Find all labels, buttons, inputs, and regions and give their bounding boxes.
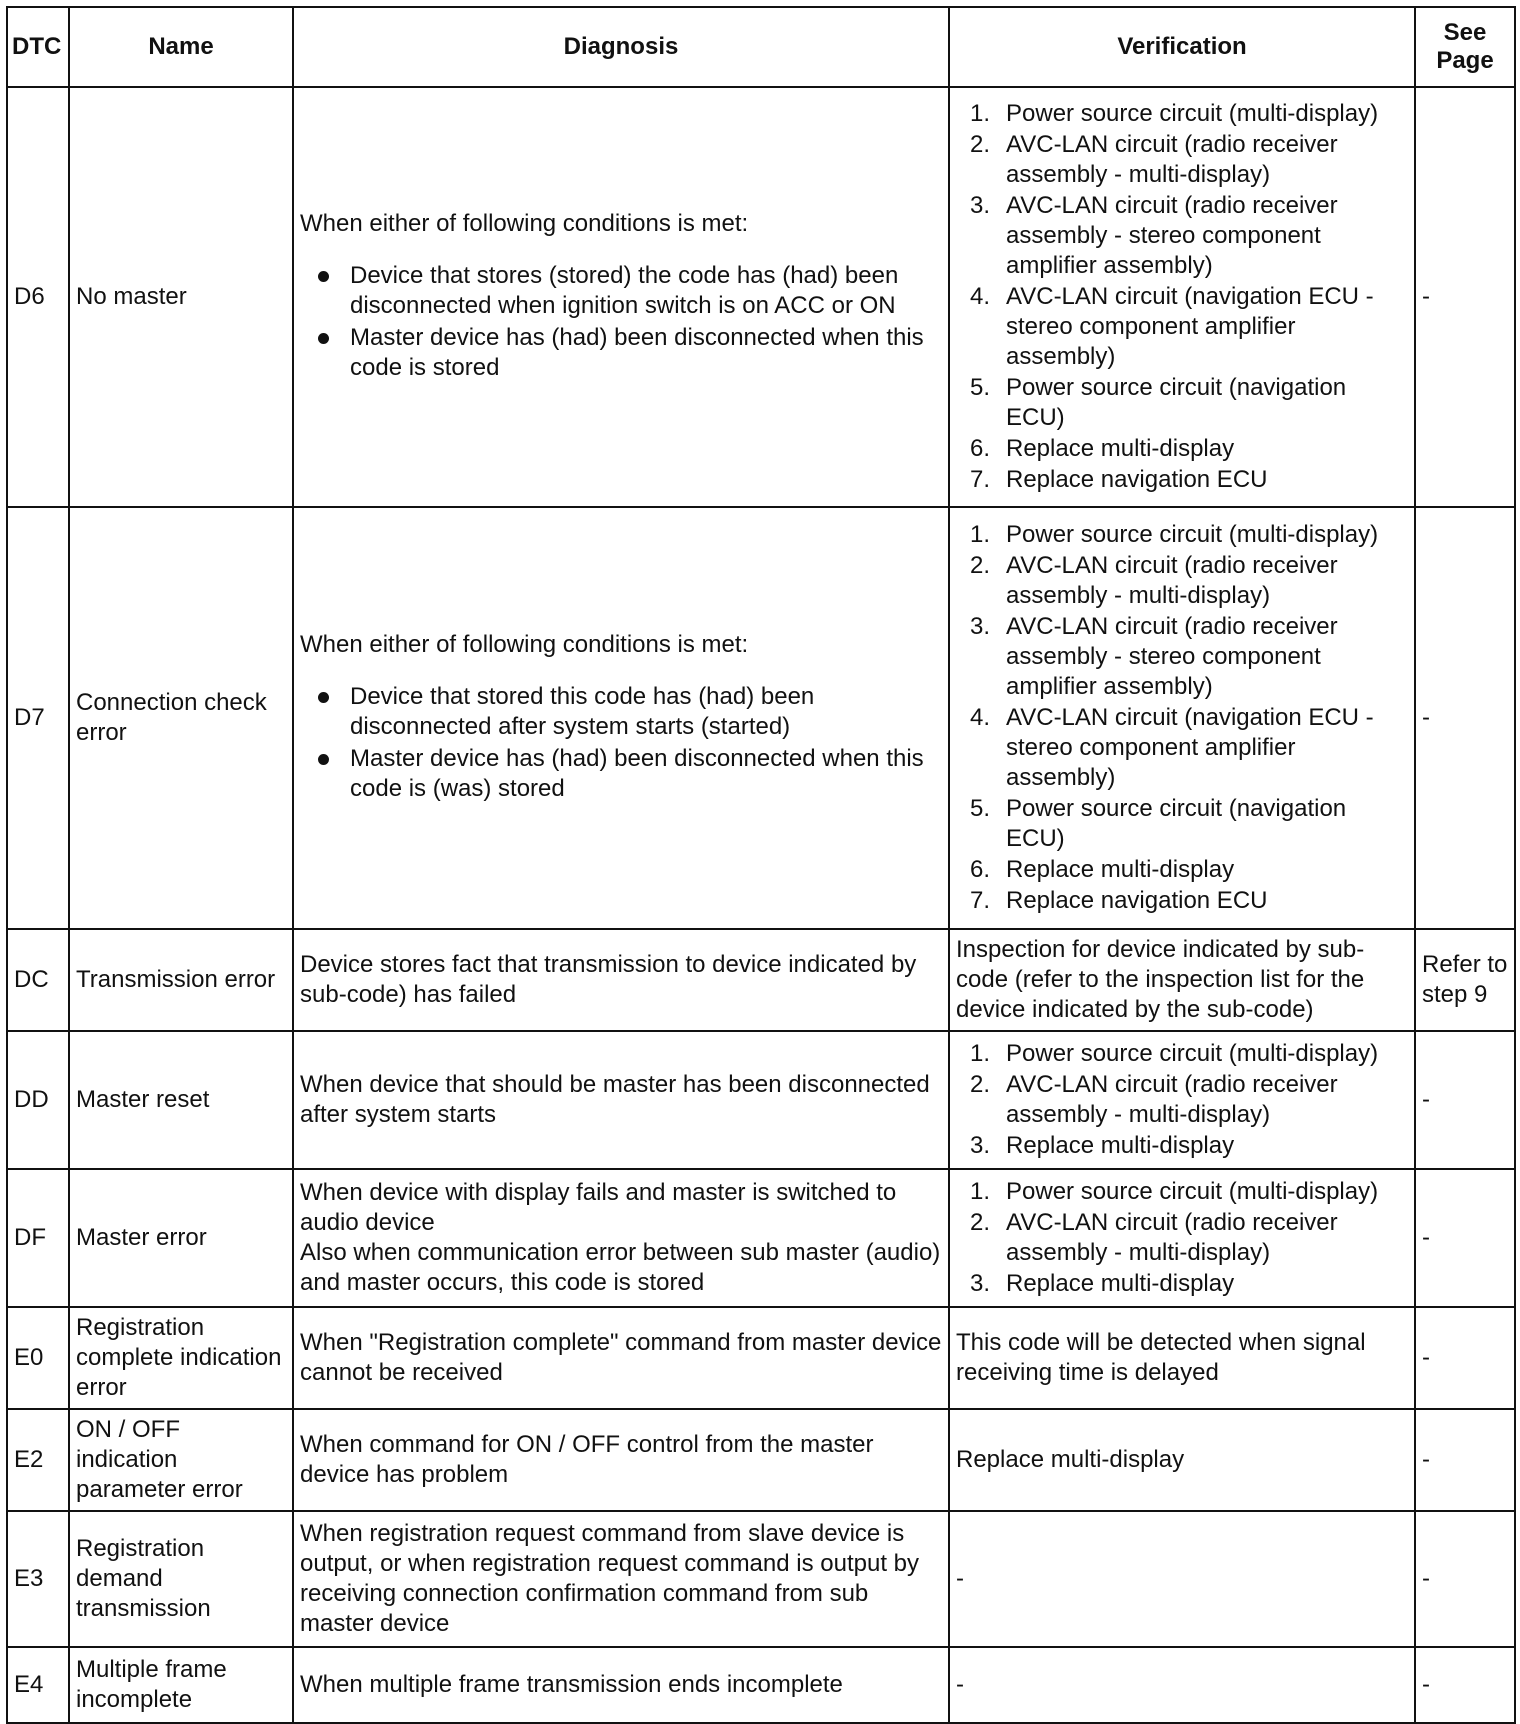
verification-cell [949,507,1415,929]
table-row [7,1307,1515,1409]
step-text: AVC-LAN circuit (navigation ECU - stereo component amplifier assembly) [1006,283,1374,370]
diagnosis-cell [293,507,949,929]
table-row [7,507,1515,929]
verification-step [956,1131,1408,1161]
verification-step [956,1177,1408,1207]
dtc-name-cell: Registration complete indication error [69,1307,293,1409]
diagnosis-intro: When either of following conditions is met: [300,210,749,237]
table-row [7,1169,1515,1307]
step-number: 1. [970,521,991,548]
step-number: 3. [970,1270,991,1297]
see-page-cell: - [1415,507,1515,929]
dtc-code-cell: E2 [7,1409,69,1511]
step-text: Replace multi-display [1006,1270,1235,1297]
step-text: Replace multi-display [1006,435,1235,462]
step-number: 3. [970,1132,991,1159]
see-page-cell: - [1415,1031,1515,1169]
step-number: 7. [970,887,991,914]
verification-step [956,1039,1408,1069]
verification-step [956,886,1408,916]
table-row [7,929,1515,1031]
step-number: 5. [970,795,991,822]
step-text: Power source circuit (navigation ECU) [1006,374,1347,431]
diagnosis-cell: When command for ON / OFF control from the master device has problem [293,1409,949,1511]
step-number: 1. [970,100,991,127]
verification-step [956,1269,1408,1299]
see-page-cell: - [1415,1169,1515,1307]
condition-list [300,682,942,804]
verification-step [956,794,1408,854]
diagnosis-intro: When either of following conditions is met: [300,631,749,658]
step-text: Replace navigation ECU [1006,466,1268,493]
diagnosis-cell: When multiple frame transmission ends incomplete [293,1647,949,1723]
dtc-code-cell: D7 [7,507,69,929]
step-text: Power source circuit (multi-display) [1006,521,1379,548]
header-verification: Verification [949,7,1415,87]
step-number: 3. [970,192,991,219]
verification-step [956,282,1408,372]
header-dtc: DTC [7,7,69,87]
step-text: Power source circuit (multi-display) [1006,100,1379,127]
table-row [7,87,1515,507]
dtc-name-cell: Multiple frame incomplete [69,1647,293,1723]
see-page-cell: - [1415,1647,1515,1723]
verification-cell: Replace multi-display [949,1409,1415,1511]
verification-step [956,612,1408,702]
diagnosis-cell: When device that should be master has been disconnected after system starts [293,1031,949,1169]
see-page-cell: - [1415,1307,1515,1409]
diagnosis-cell: Device stores fact that transmission to device indicated by sub-code) has failed [293,929,949,1031]
condition-list [300,261,942,383]
dtc-code-cell: D6 [7,87,69,507]
dtc-name-cell: Registration demand transmission [69,1511,293,1647]
dtc-code-cell: DC [7,929,69,1031]
see-page-cell: - [1415,1409,1515,1511]
verification-cell [949,1031,1415,1169]
step-number: 1. [970,1040,991,1067]
see-page-cell: - [1415,87,1515,507]
verification-step [956,373,1408,433]
dtc-name-cell: Master reset [69,1031,293,1169]
dtc-code-cell: E0 [7,1307,69,1409]
verification-cell [949,87,1415,507]
step-text: AVC-LAN circuit (navigation ECU - stereo component amplifier assembly) [1006,704,1374,791]
table-body [7,87,1515,1723]
header-name: Name [69,7,293,87]
table-row [7,1409,1515,1511]
see-page-cell: - [1415,1511,1515,1647]
condition-item: Device that stores (stored) the code has (had) been disconnected when ignition switch is on ACC or ON [300,261,942,321]
table-row [7,1031,1515,1169]
verification-cell: - [949,1647,1415,1723]
step-text: Power source circuit (multi-display) [1006,1178,1379,1205]
diagnosis-cell [293,87,949,507]
step-text: Replace multi-display [1006,1132,1235,1159]
verification-step [956,1070,1408,1130]
verification-steps [956,1177,1408,1299]
verification-step [956,434,1408,464]
verification-step [956,520,1408,550]
step-text: Power source circuit (multi-display) [1006,1040,1379,1067]
step-text: AVC-LAN circuit (radio receiver assembly - multi-display) [1006,1209,1338,1266]
verification-cell [949,1169,1415,1307]
verification-cell: - [949,1511,1415,1647]
step-number: 4. [970,283,991,310]
condition-item: Master device has (had) been disconnected when this code is (was) stored [300,744,942,804]
see-page-cell: Refer to step 9 [1415,929,1515,1031]
step-number: 6. [970,435,991,462]
step-text: Replace multi-display [1006,856,1235,883]
step-text: AVC-LAN circuit (radio receiver assembly - multi-display) [1006,131,1338,188]
dtc-code-cell: DD [7,1031,69,1169]
condition-item: Master device has (had) been disconnected when this code is stored [300,323,942,383]
dtc-code-cell: DF [7,1169,69,1307]
step-number: 7. [970,466,991,493]
table-row [7,1511,1515,1647]
step-text: Replace navigation ECU [1006,887,1268,914]
verification-step [956,1208,1408,1268]
step-number: 1. [970,1178,991,1205]
step-number: 2. [970,1071,991,1098]
condition-item: Device that stored this code has (had) been disconnected after system starts (started) [300,682,942,742]
dtc-code-cell: E4 [7,1647,69,1723]
verification-cell: This code will be detected when signal receiving time is delayed [949,1307,1415,1409]
step-number: 2. [970,131,991,158]
verification-steps [956,520,1408,916]
dtc-name-cell: No master [69,87,293,507]
dtc-name-cell: Transmission error [69,929,293,1031]
verification-cell: Inspection for device indicated by sub-code (refer to the inspection list for the device indicated by the sub-code) [949,929,1415,1031]
header-see-page: See Page [1415,7,1515,87]
dtc-code-cell: E3 [7,1511,69,1647]
diagnosis-cell: When registration request command from slave device is output, or when registration request command is output by receiving connection confirmation command from sub master device [293,1511,949,1647]
verification-step [956,551,1408,611]
diagnosis-cell: When device with display fails and master is switched to audio device Also when communication error between sub master (audio) and master occurs, this code is stored [293,1169,949,1307]
dtc-table [6,6,1516,1724]
header-row [7,7,1515,87]
verification-steps [956,1039,1408,1161]
verification-step [956,130,1408,190]
verification-steps [956,99,1408,495]
verification-step [956,191,1408,281]
step-number: 2. [970,1209,991,1236]
verification-step [956,855,1408,885]
step-text: AVC-LAN circuit (radio receiver assembly - stereo component amplifier assembly) [1006,192,1338,279]
step-text: AVC-LAN circuit (radio receiver assembly - stereo component amplifier assembly) [1006,613,1338,700]
step-number: 4. [970,704,991,731]
step-number: 3. [970,613,991,640]
verification-step [956,703,1408,793]
verification-step [956,99,1408,129]
dtc-name-cell: ON / OFF indication parameter error [69,1409,293,1511]
step-text: AVC-LAN circuit (radio receiver assembly - multi-display) [1006,552,1338,609]
verification-step [956,465,1408,495]
diagnosis-cell: When "Registration complete" command from master device cannot be received [293,1307,949,1409]
header-diagnosis: Diagnosis [293,7,949,87]
step-number: 2. [970,552,991,579]
step-text: AVC-LAN circuit (radio receiver assembly - multi-display) [1006,1071,1338,1128]
dtc-name-cell: Connection check error [69,507,293,929]
step-number: 5. [970,374,991,401]
step-number: 6. [970,856,991,883]
dtc-name-cell: Master error [69,1169,293,1307]
step-text: Power source circuit (navigation ECU) [1006,795,1347,852]
